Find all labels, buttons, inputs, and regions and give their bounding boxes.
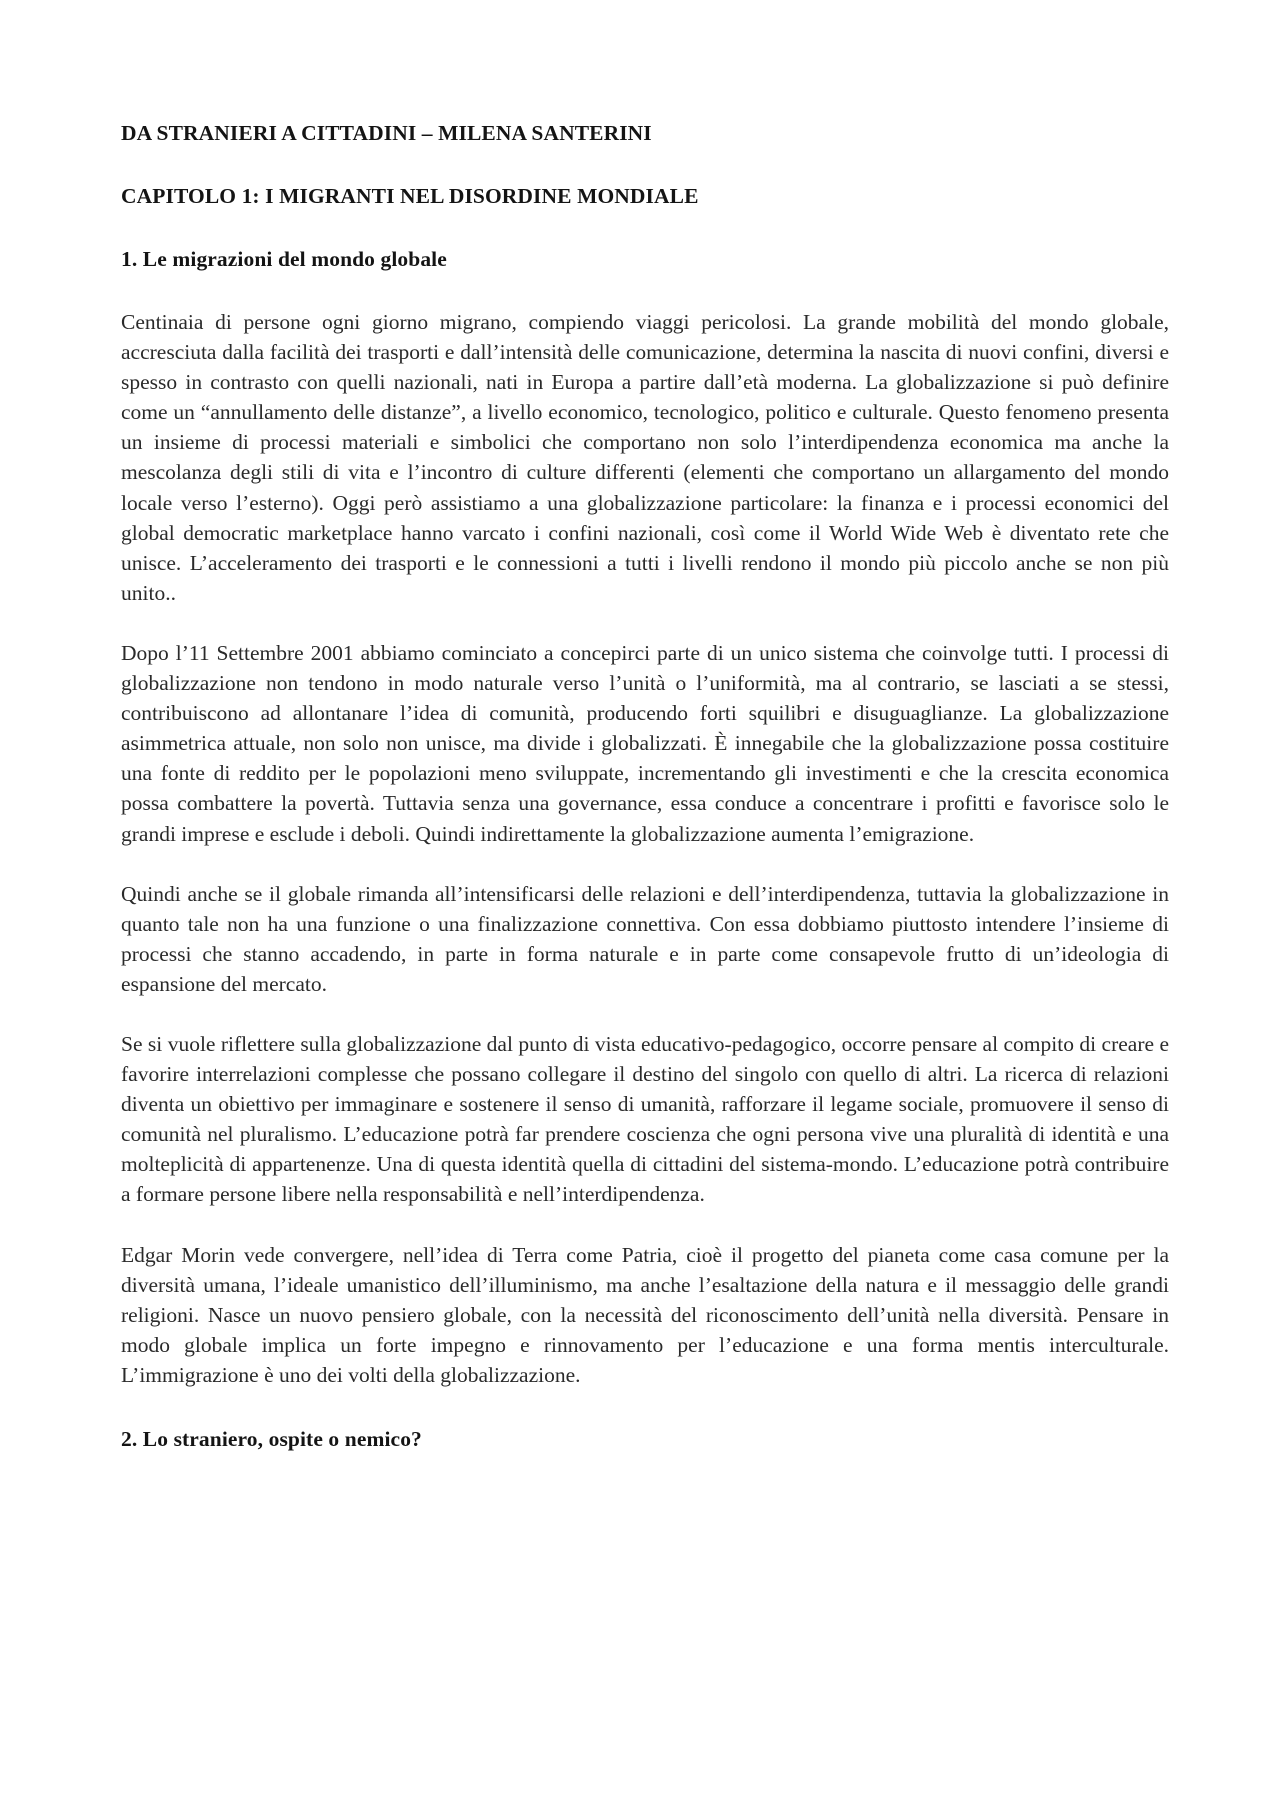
paragraph: Centinaia di persone ogni giorno migrano, compiendo viaggi pericolosi. La grande mobilità del mondo globale, accresciuta dalla facilità dei trasporti e dall’intensità delle comunicazione, determina la nascita di nuovi confini, diversi e spesso in contrasto con quelli nazionali, nati in Europa a partire dall’età moderna. La globalizzazione si può definire come un “annullamento delle distanze”, a livello economico, tecnologico, politico e culturale. Questo fenomeno presenta un insieme di processi materiali e simbolici che comportano non solo l’interdipendenza economica ma anche la mescolanza degli stili di vita e l’incontro di culture differenti (elementi che comportano un allargamento del mondo locale verso l’esterno). Oggi però assistiamo a una globalizzazione particolare: la finanza e i processi economici del global democratic marketplace hanno varcato i confini nazionali, così come il World Wide Web è diventato rete che unisce. L’acceleramento dei trasporti e le connessioni a tutti i livelli rendono il mondo più piccolo anche se non più unito.. bbox=[121, 310, 1169, 605]
paragraph: Se si vuole riflettere sulla globalizzazione dal punto di vista educativo-pedagogico, occorre pensare al compito di creare e favorire interrelazioni complesse che possano collegare il destino del singolo con quello di altri. La ricerca di relazioni diventa un obiettivo per immaginare e sostenere il senso di umanità, rafforzare il legame sociale, promuovere il senso di comunità nel pluralismo. L’educazione potrà far prendere coscienza che ogni persona vive una pluralità di identità e una molteplicità di appartenenze. Una di questa identità quella di cittadini del sistema-mondo. L’educazione potrà contribuire a formare persone libere nella responsabilità e nell’interdipendenza. bbox=[121, 1031, 1169, 1207]
document-title: DA STRANIERI A CITTADINI – MILENA SANTERINI bbox=[121, 121, 652, 145]
document-body bbox=[121, 118, 1169, 1454]
section-heading-1: 1. Le migrazioni del mondo globale bbox=[121, 247, 447, 271]
paragraph: Dopo l’11 Settembre 2001 abbiamo cominciato a concepirci parte di un unico sistema che coinvolge tutti. I processi di globalizzazione non tendono in modo naturale verso l’unità o l’uniformità, ma al contrario, se lasciati a se stessi, contribuiscono ad allontanare l’idea di comunità, producendo forti squilibri e disuguaglianze. La globalizzazione asimmetrica attuale, non solo non unisce, ma divide i globalizzati. È innegabile che la globalizzazione possa costituire una fonte di reddito per le popolazioni meno sviluppate, incrementando gli investimenti e che la crescita economica possa combattere la povertà. Tuttavia senza una governance, essa conduce a concentrare i profitti e favorisce solo le grandi imprese e esclude i deboli. Quindi indirettamente la globalizzazione aumenta l’emigrazione. bbox=[121, 640, 1169, 846]
paragraph: Quindi anche se il globale rimanda all’intensificarsi delle relazioni e dell’interdipendenza, tuttavia la globalizzazione in quanto tale non ha una funzione o una finalizzazione connettiva. Con essa dobbiamo piuttosto intendere l’insieme di processi che stanno accadendo, in parte in forma naturale e in parte come consapevole frutto di un’ideologia di espansione del mercato. bbox=[121, 881, 1169, 996]
chapter-heading: CAPITOLO 1: I MIGRANTI NEL DISORDINE MONDIALE bbox=[121, 184, 699, 208]
section-heading-2: 2. Lo straniero, ospite o nemico? bbox=[121, 1427, 422, 1451]
paragraph: Edgar Morin vede convergere, nell’idea di Terra come Patria, cioè il progetto del pianeta come casa comune per la diversità umana, l’ideale umanistico dell’illuminismo, ma anche l’esaltazione della natura e il messaggio delle grandi religioni. Nasce un nuovo pensiero globale, con la necessità del riconoscimento dell’unità nella diversità. Pensare in modo globale implica un forte impegno e rinnovamento per l’educazione e una forma mentis interculturale. L’immigrazione è uno dei volti della globalizzazione. bbox=[121, 1242, 1169, 1387]
